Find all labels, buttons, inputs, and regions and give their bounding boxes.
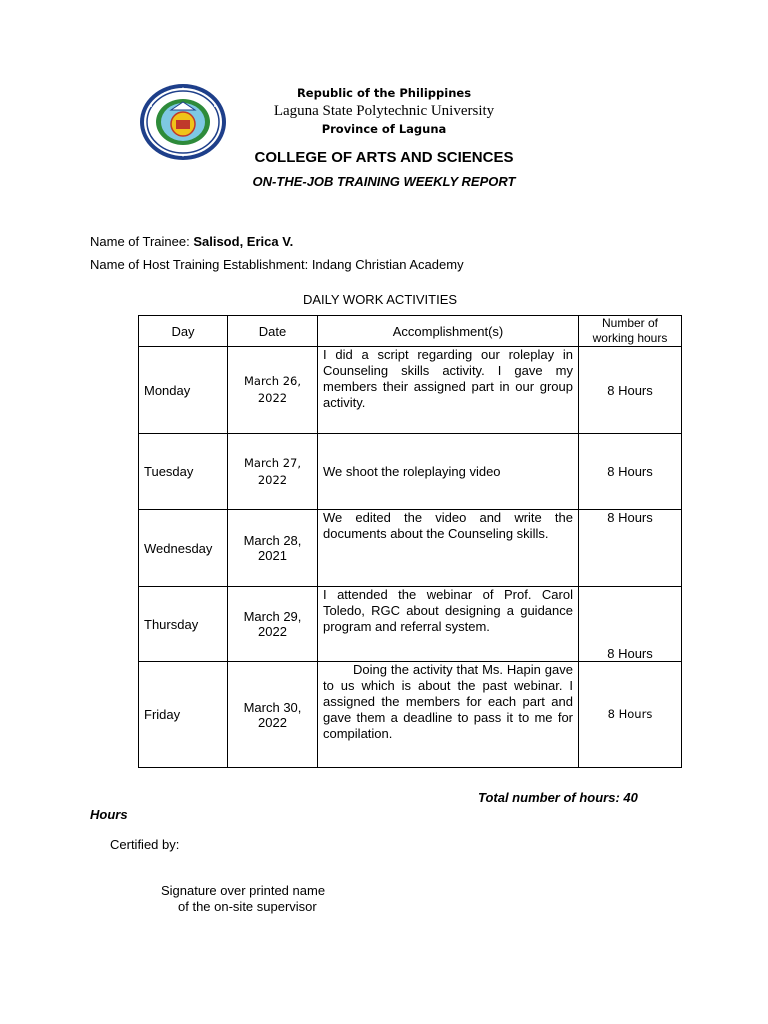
header-hours: Number of working hours [579, 316, 682, 347]
header-accomplishment: Accomplishment(s) [318, 316, 579, 347]
table-row [139, 662, 682, 768]
table-header-row [139, 316, 682, 347]
republic-heading: Republic of the Philippines [296, 86, 472, 100]
header-day: Day [139, 316, 228, 347]
hours-cell: 8 Hours [579, 662, 682, 768]
accomplishment-text: Doing the activity that Ms. Hapin gave to us which is about the past webinar. I assigned the members for each part and gave them a deadline to pass it to me for compilation. [323, 662, 573, 741]
table-caption: DAILY WORK ACTIVITIES [302, 292, 458, 307]
day-cell: Friday [139, 662, 228, 768]
trainee-label: Name of Trainee: [90, 234, 194, 249]
signature-label-line-2: of the on-site supervisor [178, 899, 317, 914]
date-cell: March 27, 2022 [228, 434, 318, 510]
trainee-line [90, 234, 293, 249]
table-row [139, 347, 682, 434]
accomplishment-cell: I attended the webinar of Prof. Carol Toledo, RGC about designing a guidance program and referral system. [318, 587, 579, 662]
total-hours-unit: Hours [90, 807, 128, 822]
table-row [139, 434, 682, 510]
table-row [139, 510, 682, 587]
hours-cell: 8 Hours [579, 510, 682, 587]
date-cell: March 30, 2022 [228, 662, 318, 768]
day-cell: Tuesday [139, 434, 228, 510]
day-cell: Monday [139, 347, 228, 434]
accomplishment-cell: I did a script regarding our roleplay in Counseling skills activity. I gave my members their assigned part in our group activity. [318, 347, 579, 434]
accomplishment-cell: We shoot the roleplaying video [318, 434, 579, 510]
hours-cell: 8 Hours [579, 347, 682, 434]
university-name: Laguna State Polytechnic University [273, 103, 495, 119]
date-cell: March 28, 2021 [228, 510, 318, 587]
accomplishment-cell: We edited the video and write the documents about the Counseling skills. [318, 510, 579, 587]
day-cell: Wednesday [139, 510, 228, 587]
day-cell: Thursday [139, 587, 228, 662]
province-heading: Province of Laguna [321, 122, 447, 136]
daily-activities-table [138, 315, 682, 768]
report-title: ON-THE-JOB TRAINING WEEKLY REPORT [252, 174, 516, 189]
header-date: Date [228, 316, 318, 347]
accomplishment-cell [318, 662, 579, 768]
certified-by-label: Certified by: [110, 837, 180, 852]
host-establishment-line: Name of Host Training Establishment: Indang Christian Academy [90, 257, 464, 272]
signature-label-line-1: Signature over printed name [161, 883, 326, 898]
date-cell: March 29, 2022 [228, 587, 318, 662]
table-row [139, 587, 682, 662]
trainee-name: Salisod, Erica V. [193, 234, 294, 249]
college-title: COLLEGE OF ARTS AND SCIENCES [254, 149, 514, 166]
hours-cell: 8 Hours [579, 587, 682, 662]
date-cell: March 26, 2022 [228, 347, 318, 434]
hours-cell: 8 Hours [579, 434, 682, 510]
total-hours: Total number of hours: 40 [478, 790, 638, 805]
